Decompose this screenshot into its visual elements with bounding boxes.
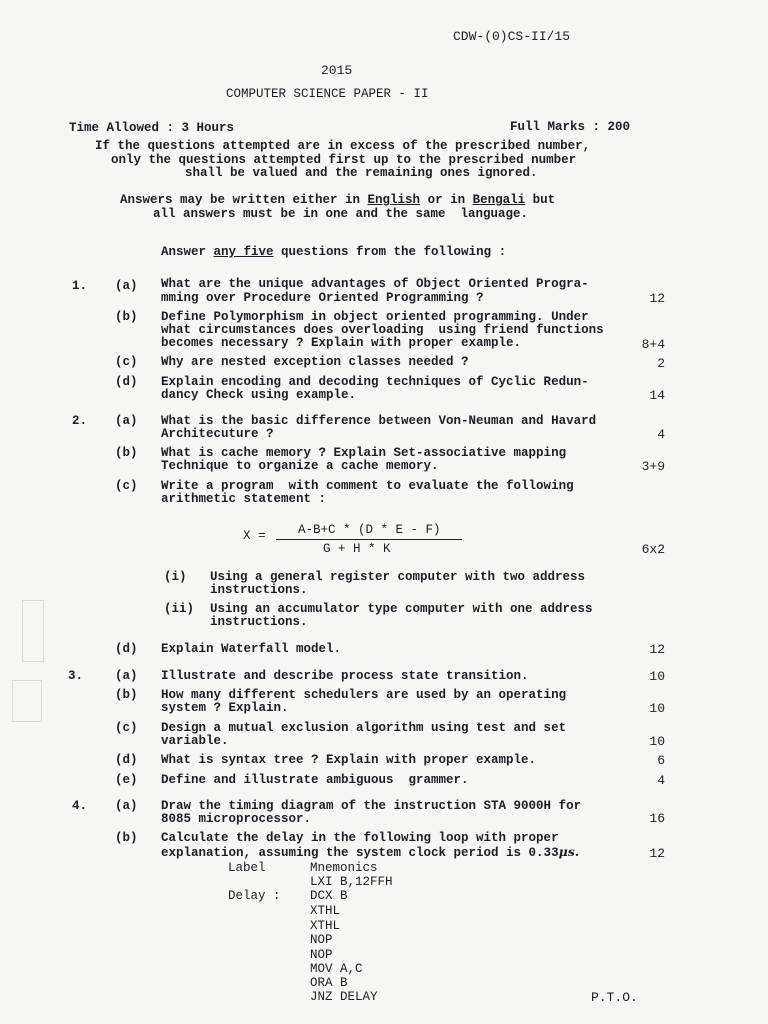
paper-title: COMPUTER SCIENCE PAPER - II: [226, 87, 429, 101]
q3e-marks: 4: [657, 773, 665, 788]
code-line: XTHL: [310, 904, 341, 918]
q3-number: 3.: [68, 669, 84, 683]
q4a-label: (a): [115, 799, 138, 813]
language-english: English: [367, 193, 421, 207]
code-mnemonics-header: Mnemonics: [310, 861, 378, 875]
q1b-marks: 8+4: [641, 337, 665, 352]
q2a-label: (a): [115, 414, 138, 428]
q3a-line-1: Illustrate and describe process state transition.: [161, 669, 529, 683]
code-delay-label: Delay :: [228, 889, 281, 903]
q1c-line-1: Why are nested exception classes needed ?: [161, 355, 469, 369]
instruction-line-3: shall be valued and the remaining ones ignored.: [185, 166, 538, 180]
fraction-bar: [276, 539, 462, 540]
q2c-ii-line-1: Using an accumulator type computer with one address: [210, 602, 593, 616]
q4b-marks: 12: [649, 846, 665, 861]
language-mid: or in: [420, 193, 473, 207]
formula-numerator: A-B+C * (D * E - F): [298, 523, 441, 537]
code-line: ORA B: [310, 976, 348, 990]
q2a-marks: 4: [657, 427, 665, 442]
q2d-label: (d): [115, 642, 138, 656]
q1b-line-1: Define Polymorphism in object oriented programming. Under: [161, 310, 589, 324]
code-label-header: Label: [228, 861, 266, 875]
q2c-i-line-1: Using a general register computer with two address: [210, 570, 586, 584]
q1c-label: (c): [115, 355, 138, 369]
q1b-label: (b): [115, 310, 138, 324]
q2-number: 2.: [72, 414, 88, 428]
paper-year: 2015: [321, 63, 353, 78]
code-line: MOV A,C: [310, 962, 363, 976]
q3d-label: (d): [115, 753, 138, 767]
q3e-label: (e): [115, 773, 138, 787]
q2c-line-2: arithmetic statement :: [161, 492, 327, 506]
q3b-label: (b): [115, 688, 138, 702]
q1d-line-1: Explain encoding and decoding techniques of Cyclic Redun-: [161, 375, 589, 389]
q3c-line-1: Design a mutual exclusion algorithm using test and set: [161, 721, 567, 735]
q3e-line-1: Define and illustrate ambiguous grammer.: [161, 773, 469, 787]
answer-any-five: any five: [213, 245, 274, 259]
language-pre: Answers may be written either in: [120, 193, 368, 207]
q1a-marks: 12: [649, 291, 665, 306]
q2c-ii-label: (ii): [164, 602, 195, 616]
q2c-label: (c): [115, 479, 138, 493]
q3b-marks: 10: [649, 701, 665, 716]
ring-mark-2: [12, 680, 42, 722]
q3b-line-1: How many different schedulers are used by an operating: [161, 688, 567, 702]
q3c-line-2: variable.: [161, 734, 229, 748]
paper-code: CDW-(0)CS-II/15: [453, 29, 571, 44]
instruction-line-2: only the questions attempted first up to the prescribed number: [111, 153, 577, 167]
full-marks: Full Marks : 200: [510, 120, 631, 134]
microsecond-unit: μs.: [558, 844, 580, 859]
q3d-line-1: What is syntax tree ? Explain with proper example.: [161, 753, 537, 767]
q2d-line-1: Explain Waterfall model.: [161, 642, 342, 656]
language-post: but: [525, 193, 556, 207]
q2a-line-2: Architecuture ?: [161, 427, 274, 441]
q2b-line-2: Technique to organize a cache memory.: [161, 459, 439, 473]
q1d-label: (d): [115, 375, 138, 389]
q2b-marks: 3+9: [641, 459, 665, 474]
q1a-line-1: What are the unique advantages of Object Oriented Progra-: [161, 277, 589, 291]
q1b-line-3: becomes necessary ? Explain with proper example.: [161, 336, 522, 350]
answer-pre: Answer: [161, 245, 214, 259]
q2c-i-line-2: instructions.: [210, 583, 308, 597]
q1a-line-2: mming over Procedure Oriented Programming ?: [161, 291, 484, 305]
code-line: NOP: [310, 933, 333, 947]
q3c-label: (c): [115, 721, 138, 735]
q2a-line-1: What is the basic difference between Von-Neuman and Havard: [161, 414, 597, 428]
code-line: XTHL: [310, 919, 341, 933]
q3d-marks: 6: [657, 753, 665, 768]
code-line: JNZ DELAY: [310, 990, 378, 1004]
q2c-marks: 6x2: [641, 542, 665, 557]
language-line-1: [120, 194, 555, 207]
q3a-label: (a): [115, 669, 138, 683]
q2c-line-1: Write a program with comment to evaluate the following: [161, 479, 574, 493]
q2d-marks: 12: [649, 642, 665, 657]
answer-post: questions from the following :: [273, 245, 507, 259]
instruction-line-1: If the questions attempted are in excess of the prescribed number,: [95, 139, 591, 153]
q4a-marks: 16: [649, 811, 665, 826]
q4-number: 4.: [72, 799, 88, 813]
q1a-label: (a): [115, 279, 138, 293]
time-allowed: Time Allowed : 3 Hours: [69, 121, 235, 135]
q1c-marks: 2: [657, 356, 665, 371]
q1-number: 1.: [72, 279, 88, 293]
q1d-line-2: dancy Check using example.: [161, 388, 357, 402]
q4a-line-1: Draw the timing diagram of the instruction STA 9000H for: [161, 799, 582, 813]
answer-instruction: [161, 246, 506, 259]
q2b-line-1: What is cache memory ? Explain Set-associative mapping: [161, 446, 567, 460]
ring-mark-1: [22, 600, 44, 662]
q4b-line-2-text: explanation, assuming the system clock period is 0.33: [161, 846, 559, 860]
code-line: LXI B,12FFH: [310, 875, 393, 889]
language-line-2: all answers must be in one and the same language.: [153, 207, 529, 221]
q4a-line-2: 8085 microprocessor.: [161, 812, 312, 826]
q3a-marks: 10: [649, 669, 665, 684]
language-bengali: Bengali: [472, 193, 526, 207]
pto-label: P.T.O.: [591, 990, 638, 1005]
q2c-i-label: (i): [164, 570, 187, 584]
q1b-line-2: what circumstances does overloading using friend functions: [161, 323, 604, 337]
q2c-ii-line-2: instructions.: [210, 615, 308, 629]
q4b-line-1: Calculate the delay in the following loop with proper: [161, 831, 559, 845]
q3b-line-2: system ? Explain.: [161, 701, 289, 715]
code-line: DCX B: [310, 889, 348, 903]
q4b-label: (b): [115, 831, 138, 845]
q1d-marks: 14: [649, 388, 665, 403]
formula-denominator: G + H * K: [323, 542, 391, 556]
formula-lhs: X =: [243, 529, 266, 543]
q3c-marks: 10: [649, 734, 665, 749]
q2b-label: (b): [115, 446, 138, 460]
code-line: NOP: [310, 948, 333, 962]
q4b-line-2: [161, 845, 579, 860]
